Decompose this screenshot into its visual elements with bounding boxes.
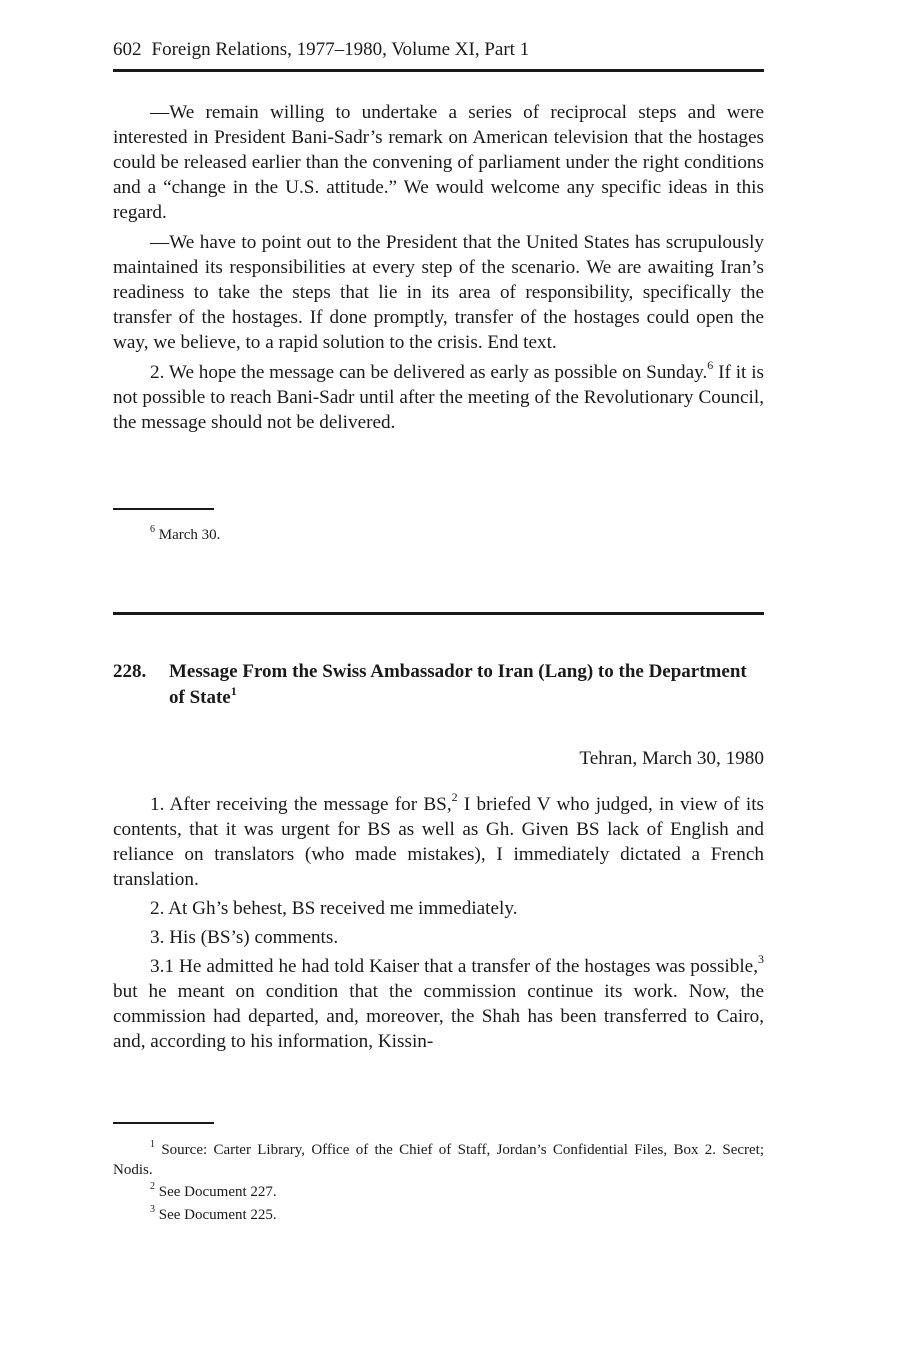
paragraph-us-responsibilities: —We have to point out to the President that the United States has scrupulously maintained its responsibilities at every step of the scenario. We are awaiting Iran’s readiness to take the steps that lie in its area of responsibility, specifically the transfer of the hostages. If done promptly, transfer of the hostages could open the way, we believe, to a rapid solution to the crisis. End text. [113, 232, 764, 353]
footnote-text: See Document 227. [155, 1184, 277, 1200]
document-heading [113, 659, 764, 711]
paragraph-1 [113, 792, 764, 892]
footnote-ref-2[interactable]: 2 [451, 790, 458, 804]
footnote-2 [113, 1182, 764, 1202]
page-number: 602 [113, 39, 142, 60]
paragraph-text: but he meant on condition that the commission continue its work. Now, the commission had departed, and, moreover, the Shah has been transferred to Cairo, and, according to his information, Kissin- [113, 981, 764, 1052]
document-title: Message From the Swiss Ambassador to Iran (Lang) to the Department of State [169, 661, 747, 708]
message-body [113, 792, 764, 1058]
footnote-text: March 30. [155, 527, 221, 543]
running-head [113, 38, 764, 62]
continued-message-text [113, 100, 764, 435]
section-divider [113, 612, 764, 615]
footnote-text: See Document 225. [155, 1207, 277, 1223]
footnote-ref-3[interactable]: 3 [758, 952, 764, 966]
footnote-text: Source: Carter Library, Office of the Chief of Staff, Jordan’s Confidential Files, Box 2. Secret; Nodis. [113, 1142, 764, 1178]
header-rule [113, 69, 764, 72]
document-title-wrap [169, 659, 764, 711]
footnote-1 [113, 1140, 764, 1180]
paragraph-text: I briefed V who judged, in view of its contents, that it was urgent for BS as well as Gh. Given BS lack of English and reliance on translators (who made mistakes), I immediately dictated a French translation. [113, 794, 764, 890]
footnote-ref-6[interactable]: 6 [707, 358, 714, 372]
footnote-rule [113, 508, 214, 510]
footnote-3 [113, 1205, 764, 1225]
footnote-rule [113, 1122, 214, 1124]
running-head-title: Foreign Relations, 1977–1980, Volume XI, Part 1 [151, 39, 530, 60]
paragraph-text: 2. We hope the message can be delivered as early as possible on Sunday. [150, 362, 708, 383]
paragraph-text: 3.1 He admitted he had told Kaiser that a transfer of the hostages was possible, [150, 956, 758, 977]
paragraph-text: 1. After receiving the message for BS, [150, 794, 452, 815]
document-page [113, 0, 764, 1351]
footnote-number: 6 [150, 524, 155, 535]
paragraph-delivery-timing [113, 360, 764, 435]
paragraph-text: If it is not possible to reach Bani-Sadr until after the meeting of the Revolutionary Council, the message should not be delivered. [113, 362, 764, 433]
paragraph-3: 3. His (BS’s) comments. [150, 927, 339, 948]
paragraph-reciprocal-steps: —We remain willing to undertake a series of reciprocal steps and were interested in President Bani-Sadr’s remark on American television that the hostages could be released earlier than the convening of parliament under the right conditions and a “change in the U.S. attitude.” We would welcome any specific ideas in this regard. [113, 102, 764, 223]
footnote-6 [113, 525, 764, 545]
footnote-number: 1 [150, 1139, 155, 1150]
paragraph-2: 2. At Gh’s behest, BS received me immediately. [150, 898, 518, 919]
paragraph-3-1 [113, 954, 764, 1054]
footnote-ref-1[interactable]: 1 [230, 684, 237, 698]
dateline: Tehran, March 30, 1980 [579, 748, 764, 769]
document-number: 228. [113, 661, 147, 682]
footnote-number: 3 [150, 1204, 155, 1215]
footnote-number: 2 [150, 1181, 155, 1192]
